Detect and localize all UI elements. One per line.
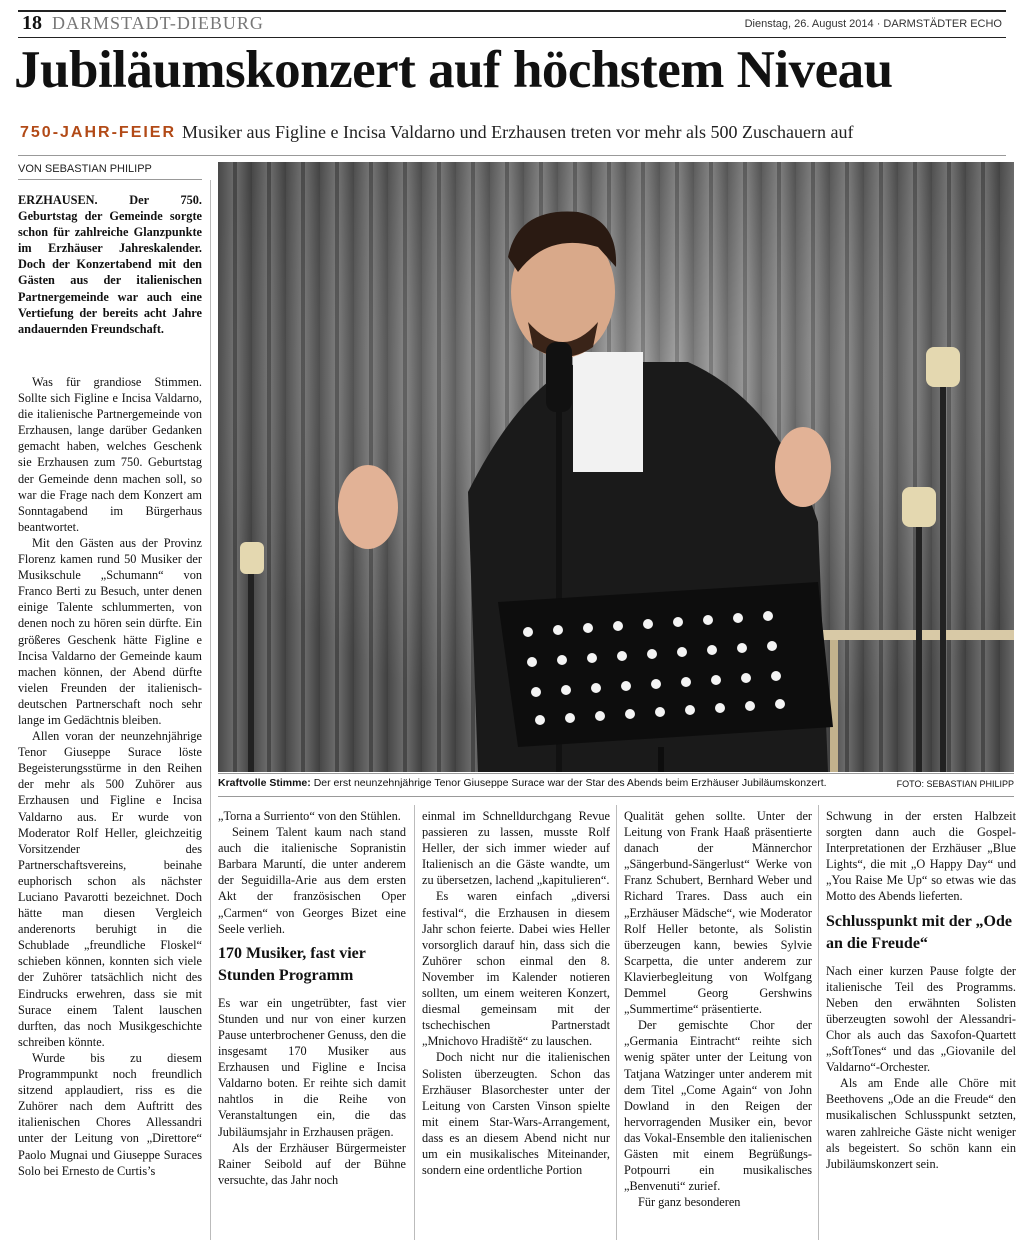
photo-credit: FOTO: SEBASTIAN PHILIPP xyxy=(896,779,1014,789)
paragraph: Allen voran der neunzehnjährige Tenor Giuseppe Surace löste Begeisterungsstürme in den Reihen der mehr als 500 Zuhörer aus Erzhausen und Figline e Incisa Valdarno aus. Er wurde von Moderator Rolf Heller, gleichzeitig Vorsitzender des Partnerschaftsvereins, beinahe euphorisch schon als nächster Luciano Pavarotti bezeichnet. Doch hätte man diesen Vergleich anderenorts beruhigt in die Schublade „freundliche Floskel“ schieben können, konnten sich viele der Zuhörer tatsächlich nicht des Eindrucks erwehren, dass sie mit Surace einem Talent lauschen durften, das noch Musikgeschichte schreiben könnte. xyxy=(18,729,202,1049)
paragraph: Als der Erzhäuser Bürgermeister Rainer Seibold auf der Bühne versuchte, das Jahr noch xyxy=(218,1140,406,1187)
paragraph: Seinem Talent kaum nach stand auch die italienische Sopranistin Barbara Maruntí, die unter anderem der Seguidilla-Arie aus dem ersten Akt der französischen Oper „Carmen“ von Georges Bizet eine Seele verlieh. xyxy=(218,825,406,936)
photo-caption xyxy=(218,777,918,789)
paragraph: Der gemischte Chor der „Germania Eintracht“ reihte sich wenig später unter der Leitung von Tatjana Watzinger unter anderem mit dem Titel „Come Again“ von John Dowland in den Reigen der hervorragenden Musiker ein, bevor das Vokal-Ensemble den italienischen Gästen mit einem Begrüßungs-Potpourri ein musikalisches „Benvenuti“ zurief. xyxy=(624,1018,812,1194)
column-subheadline: Schlusspunkt mit der „Ode an die Freude“ xyxy=(826,912,1012,952)
article-headline: Jubiläumskonzert auf höchstem Niveau xyxy=(14,41,893,99)
header-rule-bottom xyxy=(18,37,1006,38)
concert-photo xyxy=(218,162,1014,772)
text-column-5 xyxy=(826,808,1016,1172)
paragraph: Schwung in der ersten Halbzeit sorgten dann auch die Gospel-Interpretationen der Erzhäuser „Blue Lights“, die mit „O Happy Day“ und „You Raise Me Up“ so etwas wie das Motto des Abends lieferten. xyxy=(826,809,1016,904)
paragraph: Es waren einfach „diversi festival“, die Erzhausen in diesem Jahr schon feierte. Dabei wies Heller vorsorglich darauf hin, dass sich die Zuhörer schon einmal den 8. November im Kalender notieren sollten, um einem weiteren Konzert, diesmal gemeinsam mit der tschechischen Partnerstadt „Mnichovo Hradiště“ zu lauschen. xyxy=(422,889,610,1049)
tenor-singer-image xyxy=(218,162,1014,772)
lead-paragraph: ERZHAUSEN. Der 750. Geburtstag der Gemeinde sorgte schon für zahlreiche Glanzpunkte im Erzhäuser Jahreskalender. Doch der Konzertabend mit den Gästen aus der italienischen Partnergemeinde war auch eine Vertiefung der bereits acht Jahre andauernden Freundschaft. xyxy=(18,193,202,336)
header-rule xyxy=(18,10,1006,12)
paragraph: Mit den Gästen aus der Provinz Florenz kamen rund 50 Musiker der Musikschule „Schumann“ von Franco Berti zu Besuch, unter denen einige Talente schlummerten, von denen noch zu hören sein dürfte. Ein größeres Geschenk hätte Figline e Incisa Valdarno der Gemeinde kaum machen können, der Abend dürfte vielen Freunden der italienisch-deutschen Partnerschaft noch sehr lange im Gedächtnis bleiben. xyxy=(18,535,202,727)
caption-rule xyxy=(218,773,1014,774)
column-divider xyxy=(818,805,819,1240)
paragraph: Wurde bis zu diesem Programmpunkt noch freundlich sitzend applaudiert, riss es die Zuhörer nach dem Auftritt des italienischen Chores Allessandri unter der Leitung von „Direttore“ Paolo Mugnai und Giuseppe Suraces Solo bei Ernesto de Curtis’s xyxy=(18,1050,202,1178)
caption-label: Kraftvolle Stimme: xyxy=(218,777,311,789)
column-divider xyxy=(616,805,617,1240)
paragraph: Für ganz besonderen xyxy=(638,1195,741,1210)
paragraph: Doch nicht nur die italienischen Solisten überzeugten. Schon das Erzhäuser Blasorchester unter der Leitung von Carsten Vinson spielte mit einem Star-Wars-Arrangement, dass es an diesem Abend nicht nur um ein musikalisches Miteinander, sondern eine ordentliche Portion xyxy=(422,1050,610,1178)
text-column-3 xyxy=(422,808,610,1178)
paragraph: Nach einer kurzen Pause folgte der italienische Teil des Programms. Neben den erwähnten Solisten überzeugten sowohl der Alessandri-Chor als auch das Saxofon-Quartett „SoftTones“ und das „Giovanile del Valdarno“-Orchester. xyxy=(826,963,1016,1075)
byline-rule-bottom xyxy=(18,179,202,180)
text-column-4 xyxy=(624,808,812,1210)
article-subheadline: Musiker aus Figline e Incisa Valdarno und Erzhausen treten vor mehr als 500 Zuschauern auf xyxy=(182,122,854,142)
text-column-2 xyxy=(218,808,406,1188)
column-divider xyxy=(210,180,211,1240)
byline-rule xyxy=(18,155,1006,156)
paragraph: Qualität gehen sollte. Unter der Leitung von Frank Haaß präsentierte danach der Männerchor „Sängerbund-Sängerlust“ Werke von Franz Schubert, Bernhard Weber und Richard Trares. Dass auch ein „Erzhäuser Mädsche“, wie Moderator Rolf Heller betonte, als Solistin überzeugen kann, bewies Sylvie Scarpetta, die unter anderem zur Klavierbegleitung von Wolfgang Demmel Georg Gershwins „Summertime“ präsentierte. xyxy=(624,809,812,1017)
column-divider xyxy=(414,805,415,1240)
paragraph: „Torna a Surriento“ von den Stühlen. xyxy=(218,809,401,823)
paragraph: Was für grandiose Stimmen. Sollte sich Figline e Incisa Valdarno, die italienische Partnergemeinde von Erzhausen, lange darüber Gedanken gemacht haben, welches Geschenk sie Erzhausen zum 750. Geburtstag der Gemeinde denn machen soll, so war die Frage nach dem Konzert am Sonntagabend im Bürgerhaus beantwortet. xyxy=(18,375,202,534)
paragraph: einmal im Schnelldurchgang Revue passieren zu lassen, musste Rolf Heller, der sich immer wieder auf Italienisch an die Gäste wandte, um zu übersetzen, lachend „kapitulieren“. xyxy=(422,809,610,888)
page-number: 18 xyxy=(22,12,42,34)
column-subheadline: 170 Musiker, fast vier Stunden Programm xyxy=(218,944,366,984)
byline: VON SEBASTIAN PHILIPP xyxy=(18,163,152,175)
caption-text: Der erst neunzehnjährige Tenor Giuseppe Surace war der Star des Abends beim Erzhäuser Jubiläumskonzert. xyxy=(310,777,827,789)
section-title: DARMSTADT-DIEBURG xyxy=(52,13,264,33)
text-column-1 xyxy=(18,374,202,1179)
paragraph: Es war ein ungetrübter, fast vier Stunden und nur von einer kurzen Pause unterbrochener Genuss, den die insgesamt 170 Musiker aus Erzhausen und Figline e Incisa Valdarno boten. Er reihte sich damit nahtlos in die Reihe von Veranstaltungen ein, die das Jubiläumsjahr in Erzhausen prägen. xyxy=(218,995,406,1139)
article-kicker: 750-JAHR-FEIER xyxy=(20,124,177,141)
dateline: Dienstag, 26. August 2014 · DARMSTÄDTER ECHO xyxy=(744,18,1002,30)
caption-rule-bottom xyxy=(218,796,1014,797)
paragraph: Als am Ende alle Chöre mit Beethovens „Ode an die Freude“ den musikalischen Schlusspunkt setzten, waren zahlreiche Gäste nicht weniger als begeistert. So schön kann ein Jubiläumskonzert sein. xyxy=(826,1076,1016,1171)
